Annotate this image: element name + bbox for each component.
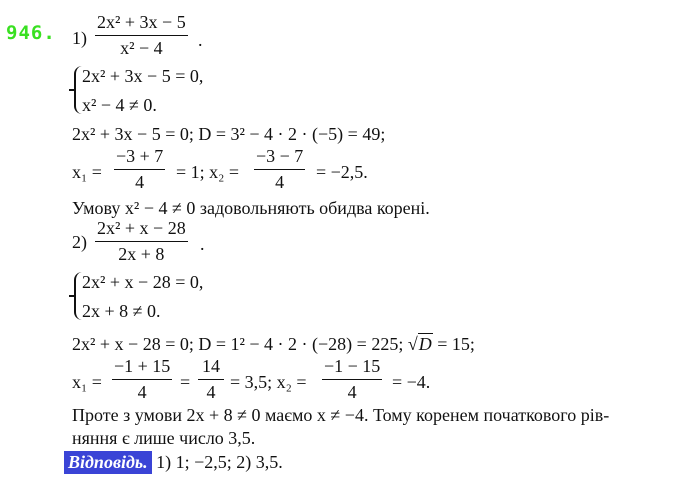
part1-x1-fraction — [114, 146, 165, 193]
part2-system-brace — [74, 272, 82, 320]
part2-discriminant — [72, 334, 475, 355]
part1-x1-denominator: 4 — [135, 172, 145, 192]
part1-x2-denominator: 4 — [275, 172, 285, 192]
part1-x1-label: x₁ = — [72, 162, 102, 182]
part2-conclusion-line2: няння є лише число 3,5. — [72, 428, 256, 448]
sqrt-radicand: D — [418, 334, 432, 354]
part1-expression-fraction — [95, 12, 188, 59]
part2-x2-numerator: −1 − 15 — [324, 356, 381, 376]
part2-x1-label: x₁ = — [72, 372, 102, 392]
part2-expression-numerator: 2x² + x − 28 — [97, 218, 186, 238]
part1-x2-result: = −2,5. — [316, 162, 368, 182]
part1-system-line2: x² − 4 ≠ 0. — [82, 95, 157, 115]
part1-label: 1) — [72, 28, 87, 48]
part2-expression-end: . — [200, 234, 205, 254]
sqrt-symbol: √D — [407, 334, 432, 354]
part2-x1-numerator-simplified: 14 — [202, 356, 220, 376]
part1-conclusion: Умову x² − 4 ≠ 0 задовольняють обидва корені. — [72, 198, 430, 218]
part2-discriminant-text: 2x² + x − 28 = 0; D = 1² − 4 · 2 · (−28) = 225; — [72, 334, 404, 354]
part2-x1-numerator: −1 + 15 — [114, 356, 171, 376]
answer-row — [64, 452, 283, 473]
part1-system-brace — [74, 66, 82, 114]
part1-expression-end: . — [198, 30, 203, 50]
part2-system-line2: 2x + 8 ≠ 0. — [82, 301, 161, 321]
part2-x1-fraction-simplified — [198, 356, 224, 403]
part2-x2-fraction — [322, 356, 382, 403]
part1-expression-numerator: 2x² + 3x − 5 — [97, 12, 186, 32]
part2-x1-denominator-simplified: 4 — [206, 382, 216, 402]
part1-system-line1: 2x² + 3x − 5 = 0, — [82, 66, 204, 86]
part2-expression-fraction — [95, 218, 188, 265]
part2-x1-eq: = — [180, 372, 191, 392]
part1-x2-fraction — [254, 146, 305, 193]
part2-system-line1: 2x² + x − 28 = 0, — [82, 272, 204, 292]
part2-x2-result: = −4. — [392, 372, 431, 392]
part2-x2-denominator: 4 — [347, 382, 357, 402]
part2-x1-fraction — [112, 356, 172, 403]
part2-expression-denominator: 2x + 8 — [118, 244, 165, 264]
part2-sqrt-result: = 15; — [437, 334, 475, 354]
part2-x1-mid: = 3,5; x₂ = — [230, 372, 307, 392]
answer-label: Відповідь. — [64, 451, 152, 474]
part1-x1-mid: = 1; x₂ = — [176, 162, 240, 182]
part2-conclusion-line1: Проте з умови 2x + 8 ≠ 0 маємо x ≠ −4. Тому коренем початкового рів- — [72, 405, 610, 425]
problem-number: 946. — [6, 22, 56, 44]
part1-x1-numerator: −3 + 7 — [116, 146, 164, 166]
part1-discriminant: 2x² + 3x − 5 = 0; D = 3² − 4 · 2 · (−5) = 49; — [72, 124, 386, 144]
answer-text: 1) 1; −2,5; 2) 3,5. — [156, 452, 283, 472]
part2-label: 2) — [72, 232, 87, 252]
part2-x1-denominator: 4 — [137, 382, 147, 402]
part1-x2-numerator: −3 − 7 — [256, 146, 304, 166]
part1-expression-denominator: x² − 4 — [120, 38, 163, 58]
